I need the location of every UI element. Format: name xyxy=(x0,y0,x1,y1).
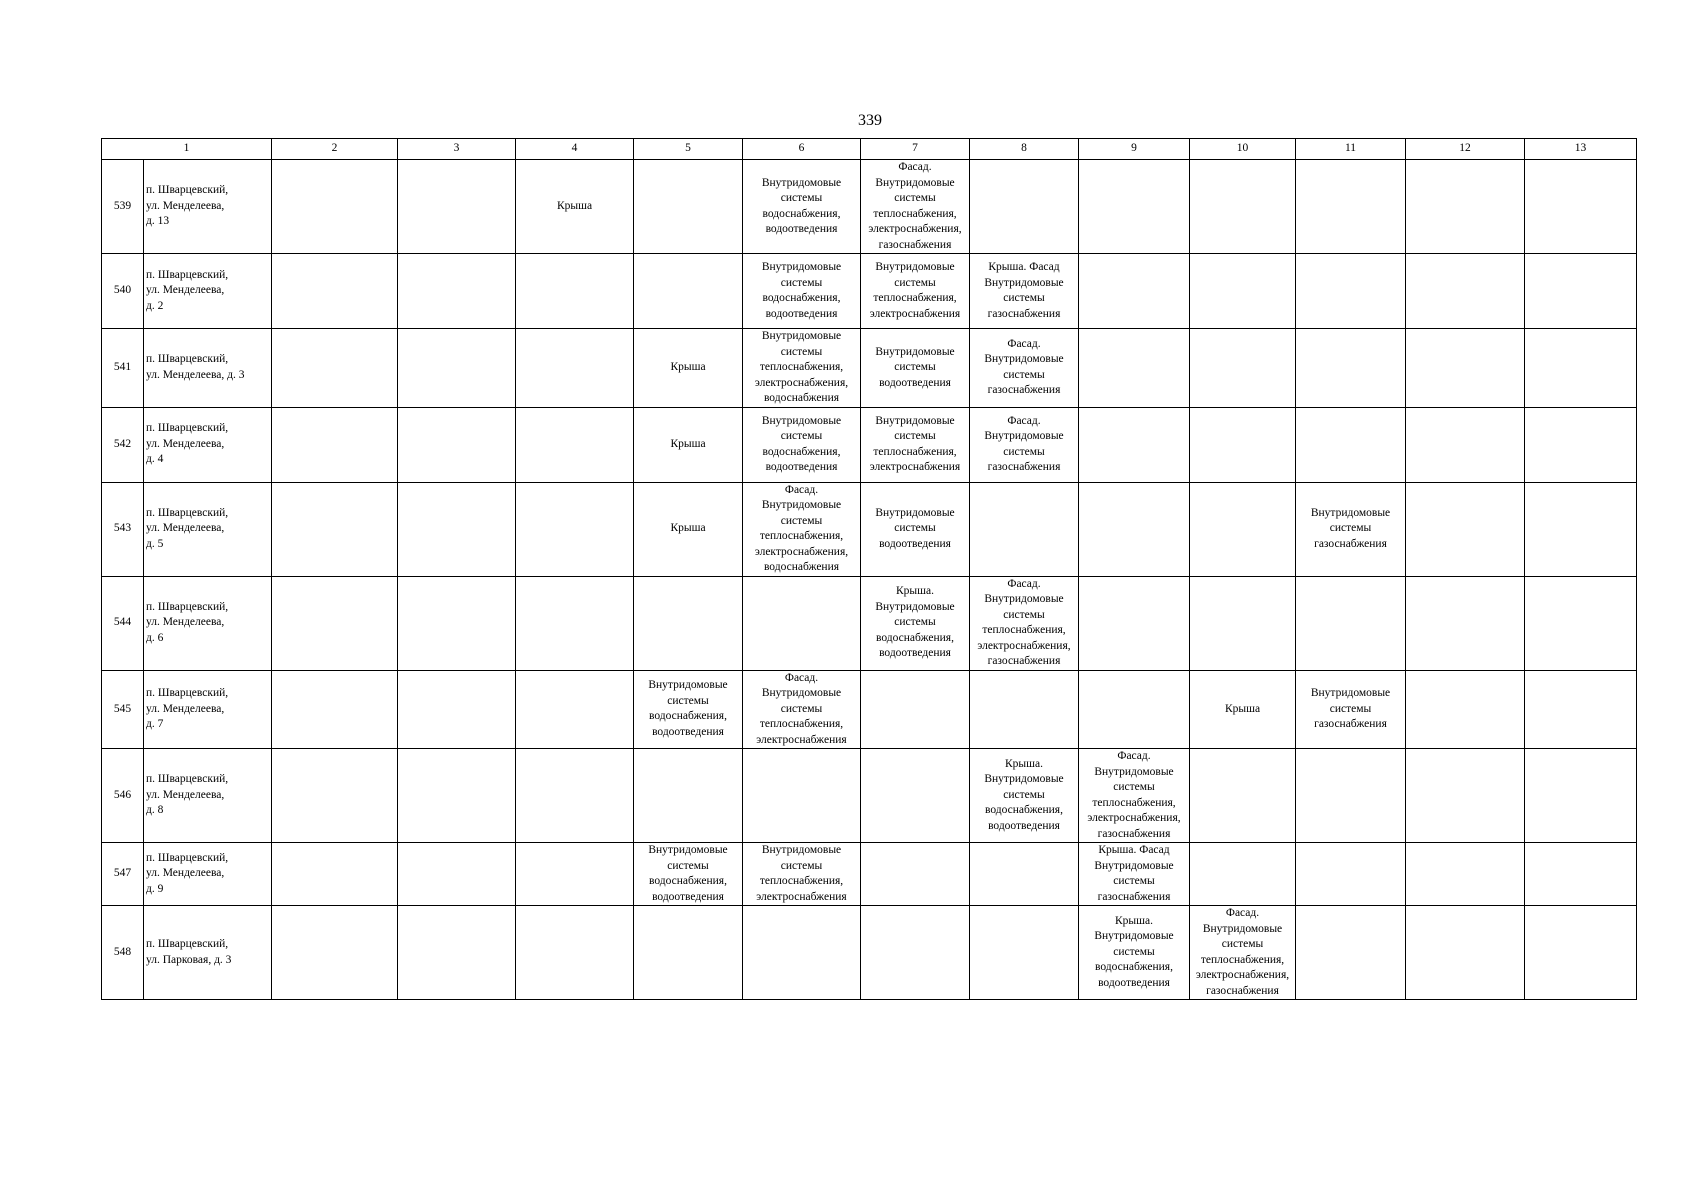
work-cell-col-10 xyxy=(1190,407,1296,482)
address-cell: п. Шварцевский, ул. Менделеева, д. 2 xyxy=(144,254,272,329)
column-header: 10 xyxy=(1190,139,1296,160)
work-cell-col-5: Крыша xyxy=(634,482,743,576)
work-cell-col-10: Крыша xyxy=(1190,670,1296,749)
work-cell-col-2 xyxy=(272,670,398,749)
work-cell-col-9 xyxy=(1079,482,1190,576)
work-cell-col-4 xyxy=(516,407,634,482)
column-header: 9 xyxy=(1079,139,1190,160)
work-cell-col-10 xyxy=(1190,329,1296,408)
work-cell-col-11 xyxy=(1296,576,1406,670)
row-number: 546 xyxy=(102,749,144,843)
column-header: 6 xyxy=(743,139,861,160)
work-cell-col-10 xyxy=(1190,576,1296,670)
work-cell-col-7: Внутридомовые системы водоотведения xyxy=(861,329,970,408)
work-cell-col-4 xyxy=(516,254,634,329)
address-cell: п. Шварцевский, ул. Менделеева, д. 3 xyxy=(144,329,272,408)
work-cell-col-9 xyxy=(1079,254,1190,329)
column-header: 2 xyxy=(272,139,398,160)
work-cell-col-6: Внутридомовые системы водоснабжения, водоотведения xyxy=(743,407,861,482)
work-cell-col-11 xyxy=(1296,329,1406,408)
work-cell-col-4 xyxy=(516,482,634,576)
work-cell-col-6 xyxy=(743,906,861,1000)
work-cell-col-10 xyxy=(1190,160,1296,254)
work-cell-col-5: Крыша xyxy=(634,407,743,482)
work-cell-col-6: Внутридомовые системы теплоснабжения, электроснабжения, водоснабжения xyxy=(743,329,861,408)
address-cell: п. Шварцевский, ул. Менделеева, д. 6 xyxy=(144,576,272,670)
work-cell-col-3 xyxy=(398,749,516,843)
work-cell-col-3 xyxy=(398,843,516,906)
work-cell-col-7: Внутридомовые системы теплоснабжения, электроснабжения xyxy=(861,254,970,329)
row-number: 543 xyxy=(102,482,144,576)
work-cell-col-7 xyxy=(861,670,970,749)
work-cell-col-5 xyxy=(634,906,743,1000)
work-cell-col-13 xyxy=(1525,407,1637,482)
work-cell-col-13 xyxy=(1525,254,1637,329)
repair-schedule-table xyxy=(101,138,1637,1000)
work-cell-col-5 xyxy=(634,160,743,254)
work-cell-col-10 xyxy=(1190,749,1296,843)
work-cell-col-13 xyxy=(1525,329,1637,408)
column-header: 7 xyxy=(861,139,970,160)
row-number: 544 xyxy=(102,576,144,670)
table-row xyxy=(102,254,1637,329)
column-header: 13 xyxy=(1525,139,1637,160)
work-cell-col-9 xyxy=(1079,670,1190,749)
address-cell: п. Шварцевский, ул. Менделеева, д. 13 xyxy=(144,160,272,254)
row-number: 545 xyxy=(102,670,144,749)
row-number: 548 xyxy=(102,906,144,1000)
work-cell-col-4 xyxy=(516,670,634,749)
work-cell-col-8 xyxy=(970,160,1079,254)
work-cell-col-8 xyxy=(970,906,1079,1000)
work-cell-col-2 xyxy=(272,160,398,254)
table-row xyxy=(102,407,1637,482)
work-cell-col-4 xyxy=(516,576,634,670)
work-cell-col-7 xyxy=(861,843,970,906)
column-header: 11 xyxy=(1296,139,1406,160)
work-cell-col-2 xyxy=(272,576,398,670)
work-cell-col-11 xyxy=(1296,407,1406,482)
work-cell-col-13 xyxy=(1525,482,1637,576)
work-cell-col-8: Крыша. Внутридомовые системы водоснабжения, водоотведения xyxy=(970,749,1079,843)
work-cell-col-6: Внутридомовые системы водоснабжения, водоотведения xyxy=(743,160,861,254)
work-cell-col-12 xyxy=(1406,407,1525,482)
address-cell: п. Шварцевский, ул. Парковая, д. 3 xyxy=(144,906,272,1000)
work-cell-col-6 xyxy=(743,749,861,843)
work-cell-col-3 xyxy=(398,329,516,408)
work-cell-col-12 xyxy=(1406,160,1525,254)
work-cell-col-11: Внутридомовые системы газоснабжения xyxy=(1296,482,1406,576)
work-cell-col-11 xyxy=(1296,254,1406,329)
work-cell-col-5: Внутридомовые системы водоснабжения, водоотведения xyxy=(634,843,743,906)
work-cell-col-11 xyxy=(1296,160,1406,254)
column-header: 12 xyxy=(1406,139,1525,160)
work-cell-col-4 xyxy=(516,329,634,408)
row-number: 547 xyxy=(102,843,144,906)
work-cell-col-2 xyxy=(272,843,398,906)
row-number: 541 xyxy=(102,329,144,408)
work-cell-col-4 xyxy=(516,749,634,843)
work-cell-col-11 xyxy=(1296,906,1406,1000)
column-number-header xyxy=(102,139,1637,160)
page-number: 339 xyxy=(858,112,882,129)
work-cell-col-3 xyxy=(398,407,516,482)
work-cell-col-5: Крыша xyxy=(634,329,743,408)
address-cell: п. Шварцевский, ул. Менделеева, д. 9 xyxy=(144,843,272,906)
table-row xyxy=(102,576,1637,670)
table-row xyxy=(102,670,1637,749)
work-cell-col-11: Внутридомовые системы газоснабжения xyxy=(1296,670,1406,749)
work-cell-col-9 xyxy=(1079,160,1190,254)
address-cell: п. Шварцевский, ул. Менделеева, д. 8 xyxy=(144,749,272,843)
table-row xyxy=(102,329,1637,408)
work-cell-col-12 xyxy=(1406,906,1525,1000)
work-cell-col-5: Внутридомовые системы водоснабжения, водоотведения xyxy=(634,670,743,749)
work-cell-col-7: Внутридомовые системы теплоснабжения, электроснабжения xyxy=(861,407,970,482)
work-cell-col-8 xyxy=(970,482,1079,576)
work-cell-col-9: Крыша. Внутридомовые системы водоснабжения, водоотведения xyxy=(1079,906,1190,1000)
work-cell-col-8 xyxy=(970,843,1079,906)
work-cell-col-8: Крыша. Фасад Внутридомовые системы газоснабжения xyxy=(970,254,1079,329)
work-cell-col-12 xyxy=(1406,670,1525,749)
work-cell-col-7: Внутридомовые системы водоотведения xyxy=(861,482,970,576)
work-cell-col-6 xyxy=(743,576,861,670)
work-cell-col-4 xyxy=(516,843,634,906)
work-cell-col-7 xyxy=(861,749,970,843)
work-cell-col-9: Крыша. Фасад Внутридомовые системы газоснабжения xyxy=(1079,843,1190,906)
table-row xyxy=(102,482,1637,576)
work-cell-col-3 xyxy=(398,160,516,254)
work-cell-col-3 xyxy=(398,254,516,329)
row-number: 542 xyxy=(102,407,144,482)
table-row xyxy=(102,843,1637,906)
table-row xyxy=(102,749,1637,843)
work-cell-col-9 xyxy=(1079,576,1190,670)
work-cell-col-8 xyxy=(970,670,1079,749)
work-cell-col-7 xyxy=(861,906,970,1000)
row-number: 540 xyxy=(102,254,144,329)
work-cell-col-4: Крыша xyxy=(516,160,634,254)
column-header: 3 xyxy=(398,139,516,160)
address-cell: п. Шварцевский, ул. Менделеева, д. 5 xyxy=(144,482,272,576)
work-cell-col-6: Фасад. Внутридомовые системы теплоснабжения, электроснабжения xyxy=(743,670,861,749)
work-cell-col-12 xyxy=(1406,843,1525,906)
work-cell-col-12 xyxy=(1406,749,1525,843)
work-cell-col-2 xyxy=(272,906,398,1000)
work-cell-col-6: Внутридомовые системы водоснабжения, водоотведения xyxy=(743,254,861,329)
work-cell-col-13 xyxy=(1525,160,1637,254)
row-number: 539 xyxy=(102,160,144,254)
work-cell-col-7: Фасад. Внутридомовые системы теплоснабжения, электроснабжения, газоснабжения xyxy=(861,160,970,254)
work-cell-col-10 xyxy=(1190,843,1296,906)
work-cell-col-13 xyxy=(1525,670,1637,749)
work-cell-col-13 xyxy=(1525,906,1637,1000)
work-cell-col-10 xyxy=(1190,482,1296,576)
work-cell-col-2 xyxy=(272,407,398,482)
work-cell-col-4 xyxy=(516,906,634,1000)
work-cell-col-2 xyxy=(272,254,398,329)
work-cell-col-8: Фасад. Внутридомовые системы газоснабжения xyxy=(970,407,1079,482)
work-cell-col-2 xyxy=(272,329,398,408)
work-cell-col-5 xyxy=(634,254,743,329)
column-header: 5 xyxy=(634,139,743,160)
work-cell-col-9: Фасад. Внутридомовые системы теплоснабжения, электроснабжения, газоснабжения xyxy=(1079,749,1190,843)
work-cell-col-7: Крыша. Внутридомовые системы водоснабжения, водоотведения xyxy=(861,576,970,670)
work-cell-col-10: Фасад. Внутридомовые системы теплоснабжения, электроснабжения, газоснабжения xyxy=(1190,906,1296,1000)
table-row xyxy=(102,906,1637,1000)
column-header: 4 xyxy=(516,139,634,160)
work-cell-col-10 xyxy=(1190,254,1296,329)
work-cell-col-5 xyxy=(634,749,743,843)
work-cell-col-3 xyxy=(398,482,516,576)
work-cell-col-5 xyxy=(634,576,743,670)
work-cell-col-13 xyxy=(1525,576,1637,670)
work-cell-col-11 xyxy=(1296,749,1406,843)
table-row xyxy=(102,160,1637,254)
work-cell-col-6: Фасад. Внутридомовые системы теплоснабжения, электроснабжения, водоснабжения xyxy=(743,482,861,576)
work-cell-col-12 xyxy=(1406,329,1525,408)
column-header: 8 xyxy=(970,139,1079,160)
work-cell-col-13 xyxy=(1525,749,1637,843)
work-cell-col-13 xyxy=(1525,843,1637,906)
column-header: 1 xyxy=(102,139,272,160)
work-cell-col-6: Внутридомовые системы теплоснабжения, электроснабжения xyxy=(743,843,861,906)
work-cell-col-12 xyxy=(1406,482,1525,576)
work-cell-col-12 xyxy=(1406,576,1525,670)
work-cell-col-3 xyxy=(398,906,516,1000)
work-cell-col-9 xyxy=(1079,407,1190,482)
address-cell: п. Шварцевский, ул. Менделеева, д. 7 xyxy=(144,670,272,749)
address-cell: п. Шварцевский, ул. Менделеева, д. 4 xyxy=(144,407,272,482)
work-cell-col-2 xyxy=(272,749,398,843)
work-cell-col-3 xyxy=(398,576,516,670)
work-cell-col-3 xyxy=(398,670,516,749)
work-cell-col-2 xyxy=(272,482,398,576)
work-cell-col-8: Фасад. Внутридомовые системы теплоснабжения, электроснабжения, газоснабжения xyxy=(970,576,1079,670)
work-cell-col-9 xyxy=(1079,329,1190,408)
work-cell-col-12 xyxy=(1406,254,1525,329)
work-cell-col-11 xyxy=(1296,843,1406,906)
work-cell-col-8: Фасад. Внутридомовые системы газоснабжения xyxy=(970,329,1079,408)
